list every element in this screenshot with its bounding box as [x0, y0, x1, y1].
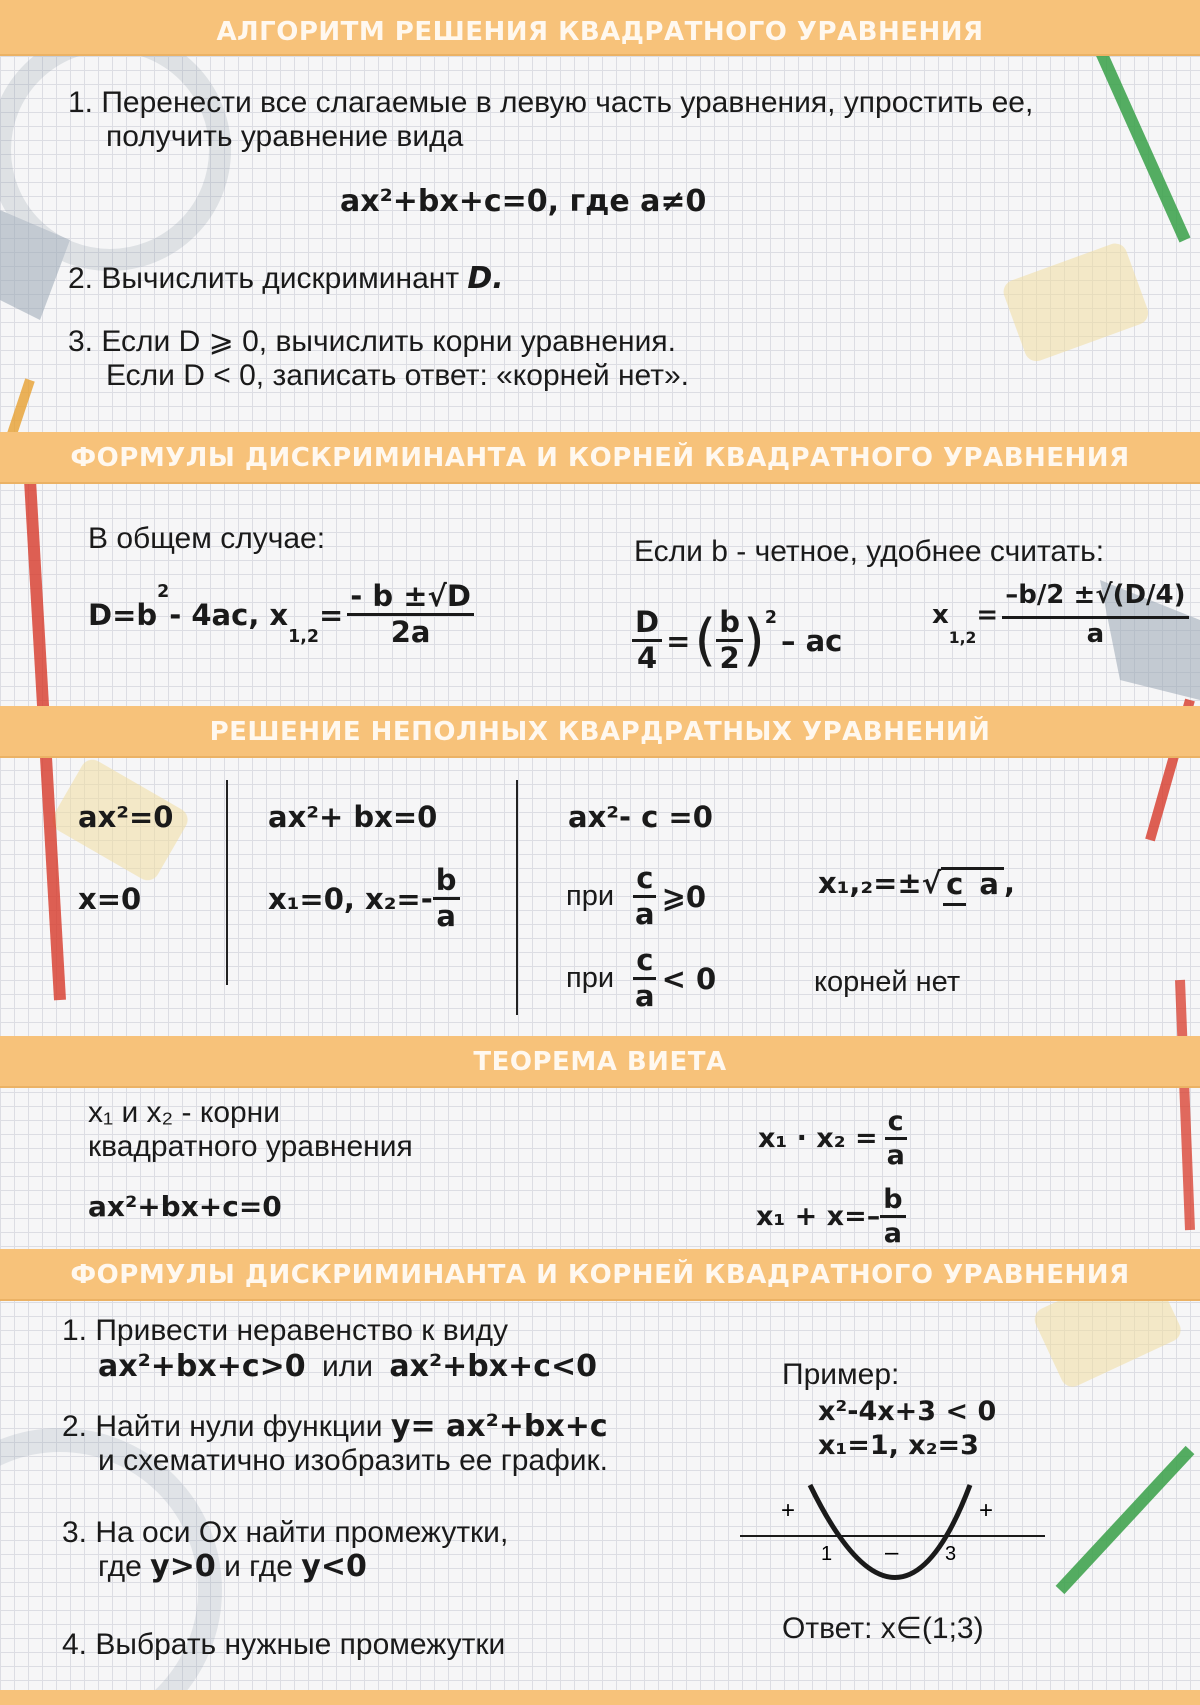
column-divider: [226, 780, 228, 985]
formula-sup: 2: [764, 608, 777, 628]
section-title: ФОРМУЛЫ ДИСКРИМИНАНТА И КОРНЕЙ КВАДРАТНОГО УРАВНЕНИЯ: [70, 1260, 1130, 1290]
fraction-numerator: c: [885, 1108, 907, 1140]
step-text: где: [98, 1550, 142, 1583]
example-answer: Ответ: x∈(1;3): [782, 1612, 984, 1645]
fraction-numerator: c: [633, 946, 656, 980]
case3-roots: [818, 866, 1015, 900]
fraction-numerator: D: [632, 608, 662, 642]
algorithm-step-3: [68, 325, 689, 393]
formula-sub: 1,2: [288, 627, 319, 647]
formula-part: =: [666, 623, 691, 658]
graph-root-1: 1: [821, 1543, 833, 1565]
function-formula: y= ax²+bx+c: [390, 1409, 608, 1444]
graph-plus-right: +: [979, 1497, 994, 1524]
fraction-denominator: a: [635, 897, 655, 931]
formula-part: x₁,₂=±√: [818, 866, 942, 900]
even-case-label: Если b - четное, удобнее считать:: [634, 535, 1105, 568]
case3-equation: ax²- c =0: [568, 800, 713, 834]
algorithm-step-1: [68, 86, 1033, 154]
roots-fraction: [1002, 582, 1188, 647]
formula-part: x: [932, 599, 949, 630]
general-case-label: В общем случае:: [88, 522, 326, 555]
condition-positive: y>0: [150, 1549, 216, 1584]
step-text: получить уравнение вида: [106, 120, 464, 153]
condition-word: при: [566, 962, 615, 994]
section-header-vieta: [0, 1036, 1200, 1088]
general-formula: [88, 579, 474, 649]
graph-root-3: 3: [945, 1543, 957, 1565]
fraction-denominator: a: [1086, 619, 1105, 649]
step-text: 1. Привести неравенство к виду: [62, 1314, 508, 1347]
step-text: или: [321, 1350, 374, 1383]
case3-no-roots: корней нет: [814, 966, 961, 998]
b-over-a: [433, 863, 460, 933]
step-text: 2. Найти нули функции: [62, 1410, 383, 1443]
formula-part: =: [976, 599, 999, 630]
condition-word: при: [566, 880, 615, 912]
d-over-4: [632, 605, 662, 675]
bottom-band: [0, 1690, 1200, 1705]
paren-left: (: [694, 608, 717, 673]
fraction-numerator: c: [633, 864, 656, 898]
vieta-line: квадратного уравнения: [88, 1130, 413, 1163]
fraction-numerator: b: [433, 866, 460, 900]
example-inequality: x²-4x+3 < 0: [818, 1396, 997, 1427]
vieta-equation: ax²+bx+c=0: [88, 1190, 282, 1223]
discriminant-symbol: D.: [467, 261, 504, 296]
c-over-a: [632, 861, 658, 931]
algorithm-step-2: [68, 262, 504, 296]
step-line: [62, 1410, 608, 1444]
section-title: АЛГОРИТМ РЕШЕНИЯ КВАДРАТНОГО УРАВНЕНИЯ: [216, 17, 984, 47]
section-title: ТЕОРЕМА ВИЕТА: [473, 1047, 727, 1077]
formula-part: x₁=0, x₂=-: [268, 881, 433, 916]
section-title: ФОРМУЛЫ ДИСКРИМИНАНТА И КОРНЕЙ КВАДРАТНОГО УРАВНЕНИЯ: [70, 443, 1130, 473]
fraction-numerator: c: [943, 867, 966, 906]
c-over-a: [632, 943, 658, 1013]
c-over-a: [884, 1108, 908, 1169]
fraction-denominator: a: [436, 899, 456, 933]
step-text: 3. На оси Ox найти промежутки,: [62, 1516, 509, 1549]
case1-equation: ax²=0: [78, 800, 174, 834]
fraction-numerator: –b/2 ±√(D/4): [1002, 582, 1188, 619]
fraction-denominator: a: [979, 867, 999, 901]
inequality-form: ax²+bx+c>0: [98, 1349, 306, 1384]
fraction-denominator: a: [883, 1218, 902, 1249]
step-text: 2. Вычислить дискриминант: [68, 262, 460, 295]
formula-part: =: [318, 597, 344, 632]
c-over-a: [941, 867, 1004, 899]
vieta-statement: [88, 1096, 413, 1164]
section-header-incomplete: [0, 706, 1200, 758]
inequality-step-3: [62, 1516, 508, 1584]
condition-sign: < 0: [661, 961, 717, 996]
fraction-numerator: b: [880, 1186, 905, 1218]
fraction-denominator: 2a: [390, 615, 431, 649]
formula-part: D=b: [88, 597, 158, 632]
formula-part: ,: [1003, 866, 1015, 900]
step-text: и схематично изобразить ее график.: [98, 1444, 609, 1477]
case3-condition-positive: [566, 861, 707, 931]
vieta-product: [758, 1108, 908, 1169]
formula-sup: 2: [157, 582, 170, 602]
formula-part: - 4ac, x: [169, 597, 289, 632]
column-divider: [516, 780, 518, 1015]
graph-minus: –: [885, 1539, 899, 1566]
even-roots-formula: [932, 582, 1189, 647]
example-roots: x₁=1, x₂=3: [818, 1430, 979, 1461]
formula-part: – ac: [780, 623, 843, 658]
inequality-form: ax²+bx+c<0: [389, 1349, 597, 1384]
inequality-step-4: 4. Выбрать нужные промежутки: [62, 1628, 506, 1661]
graph-plus-left: +: [781, 1497, 796, 1524]
case3-condition-negative: [566, 943, 717, 1013]
fraction-denominator: a: [635, 979, 655, 1013]
step-text: Если D < 0, записать ответ: «корней нет».: [106, 359, 689, 392]
section-title: РЕШЕНИЕ НЕПОЛНЫХ КВАРДРАТНЫХ УРАВНЕНИЙ: [209, 717, 991, 747]
section-header-inequality: [0, 1249, 1200, 1301]
fraction-denominator: 4: [636, 641, 658, 675]
general-equation: ax²+bx+c=0, где a≠0: [340, 184, 707, 219]
paren-right: ): [743, 608, 765, 673]
step-forms: [62, 1350, 597, 1384]
step-text: 3. Если D ⩾ 0, вычислить корни уравнения.: [68, 325, 676, 358]
formula-sub: 1,2: [948, 629, 977, 647]
step-text: 1. Перенести все слагаемые в левую часть уравнения, упростить ее,: [68, 86, 1034, 119]
fraction-numerator: b: [716, 608, 743, 642]
b-over-a: [880, 1186, 905, 1247]
case2-equation: ax²+ bx=0: [268, 800, 438, 834]
vieta-line: x₁ и x₂ - корни: [88, 1096, 281, 1129]
fraction-numerator: - b ±√D: [347, 582, 474, 616]
condition-negative: y<0: [301, 1549, 367, 1584]
vieta-sum: [756, 1186, 906, 1247]
b-over-2: [716, 605, 743, 675]
case1-root: x=0: [78, 882, 142, 916]
parabola-graph: [735, 1480, 1055, 1600]
fraction-denominator: 2: [719, 641, 740, 675]
even-discriminant-formula: [632, 605, 843, 675]
section-header-discriminant: [0, 432, 1200, 484]
fraction-denominator: a: [886, 1140, 905, 1171]
inequality-step-1: [62, 1314, 597, 1384]
formula-part: x₁ · x₂ =: [758, 1123, 878, 1154]
step-line: [62, 1550, 508, 1584]
condition-sign: ⩾0: [661, 879, 707, 914]
formula-part: x₁ + x=–: [756, 1201, 881, 1232]
inequality-step-2: [62, 1410, 608, 1478]
example-label: Пример:: [782, 1358, 900, 1391]
roots-fraction: [347, 579, 474, 649]
step-text: и где: [224, 1550, 293, 1583]
section-header-algorithm: [0, 0, 1200, 56]
case2-roots: [268, 863, 460, 933]
